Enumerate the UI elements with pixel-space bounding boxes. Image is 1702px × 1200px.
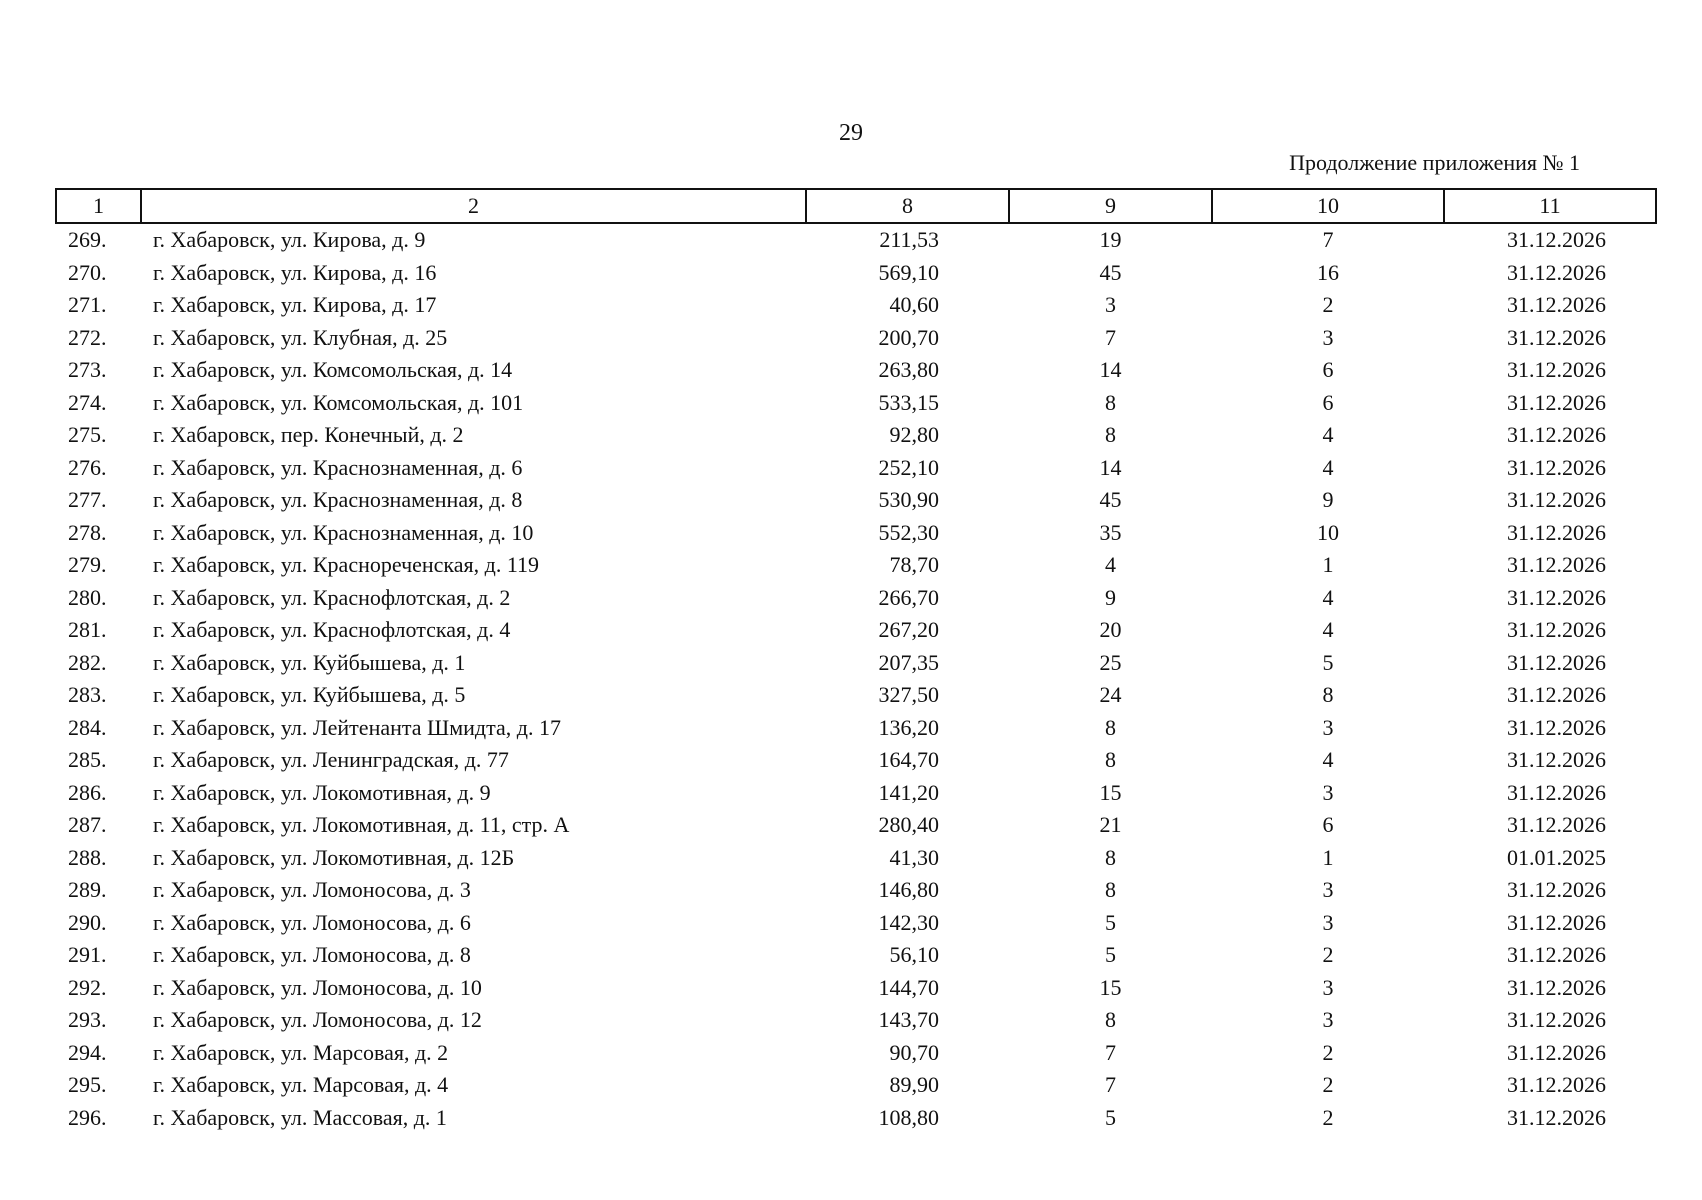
row-number-cell: 292. <box>68 974 107 1000</box>
column-10-cell: 3 <box>1322 1007 1334 1033</box>
address-cell: г. Хабаровск, ул. Локомотивная, д. 12Б <box>153 844 515 870</box>
column-8-cell: 533,15 <box>878 389 939 415</box>
column-11-cell: 31.12.2026 <box>1507 747 1606 773</box>
table-row <box>56 517 1656 550</box>
table-row <box>56 452 1656 485</box>
row-number-cell: 294. <box>68 1039 107 1065</box>
column-9-cell: 15 <box>1099 779 1122 805</box>
column-10-cell: 4 <box>1322 454 1334 480</box>
row-number-cell: 283. <box>68 682 107 708</box>
table-row <box>56 322 1656 355</box>
row-number-cell: 293. <box>68 1007 107 1033</box>
column-11-cell: 31.12.2026 <box>1507 649 1606 675</box>
column-10-cell: 1 <box>1322 844 1334 870</box>
address-cell: г. Хабаровск, ул. Ленинградская, д. 77 <box>153 747 509 773</box>
column-11-cell: 31.12.2026 <box>1507 324 1606 350</box>
address-cell: г. Хабаровск, ул. Краснознаменная, д. 10 <box>153 519 534 545</box>
column-11-cell: 31.12.2026 <box>1507 714 1606 740</box>
column-11-cell: 31.12.2026 <box>1507 292 1606 318</box>
address-cell: г. Хабаровск, ул. Массовая, д. 1 <box>153 1104 447 1130</box>
column-10-cell: 3 <box>1322 714 1334 740</box>
row-number-cell: 273. <box>68 357 107 383</box>
column-10-cell: 4 <box>1322 747 1334 773</box>
table-body <box>56 223 1656 1134</box>
table-row <box>56 679 1656 712</box>
column-8-cell: 136,20 <box>878 714 939 740</box>
column-10-cell: 2 <box>1322 292 1334 318</box>
table-row <box>56 874 1656 907</box>
column-9-cell: 9 <box>1105 584 1116 610</box>
row-number-cell: 277. <box>68 487 107 513</box>
row-number-cell: 281. <box>68 617 107 643</box>
address-cell: г. Хабаровск, ул. Куйбышева, д. 1 <box>153 649 466 675</box>
address-cell: г. Хабаровск, ул. Локомотивная, д. 9 <box>153 779 491 805</box>
column-10-cell: 2 <box>1322 942 1334 968</box>
column-9-cell: 8 <box>1105 844 1116 870</box>
column-header-11: 11 <box>1444 189 1656 223</box>
column-9-cell: 19 <box>1099 227 1122 253</box>
column-9-cell: 7 <box>1105 1072 1116 1098</box>
column-11-cell: 31.12.2026 <box>1507 812 1606 838</box>
column-8-cell: 267,20 <box>878 617 939 643</box>
column-9-cell: 8 <box>1105 389 1116 415</box>
table-row <box>56 809 1656 842</box>
column-8-cell: 327,50 <box>878 682 939 708</box>
column-9-cell: 5 <box>1105 942 1116 968</box>
table-row <box>56 549 1656 582</box>
column-8-cell: 56,10 <box>889 942 939 968</box>
column-10-cell: 3 <box>1322 909 1334 935</box>
column-8-cell: 200,70 <box>878 324 939 350</box>
table-header <box>56 189 1656 223</box>
address-cell: г. Хабаровск, пер. Конечный, д. 2 <box>153 422 464 448</box>
column-header-8: 8 <box>806 189 1009 223</box>
table-row <box>56 289 1656 322</box>
address-cell: г. Хабаровск, ул. Ломоносова, д. 8 <box>153 942 471 968</box>
column-11-cell: 31.12.2026 <box>1507 1039 1606 1065</box>
table-row <box>56 387 1656 420</box>
address-cell: г. Хабаровск, ул. Ломоносова, д. 10 <box>153 974 482 1000</box>
address-cell: г. Хабаровск, ул. Комсомольская, д. 14 <box>153 357 513 383</box>
column-10-cell: 16 <box>1317 259 1339 285</box>
column-8-cell: 263,80 <box>878 357 939 383</box>
column-9-cell: 24 <box>1099 682 1122 708</box>
page-number: 29 <box>839 120 863 146</box>
address-cell: г. Хабаровск, ул. Краснореченская, д. 119 <box>153 552 540 578</box>
column-9-cell: 8 <box>1105 714 1116 740</box>
table-row <box>56 1069 1656 1102</box>
column-9-cell: 7 <box>1105 1039 1116 1065</box>
column-8-cell: 78,70 <box>889 552 939 578</box>
row-number-cell: 271. <box>68 292 107 318</box>
column-8-cell: 142,30 <box>878 909 939 935</box>
address-cell: г. Хабаровск, ул. Кирова, д. 16 <box>153 259 437 285</box>
address-cell: г. Хабаровск, ул. Марсовая, д. 4 <box>153 1072 449 1098</box>
registry-table <box>55 188 1657 1134</box>
column-11-cell: 31.12.2026 <box>1507 909 1606 935</box>
column-10-cell: 3 <box>1322 324 1334 350</box>
column-8-cell: 252,10 <box>878 454 939 480</box>
continuation-label: Продолжение приложения № 1 <box>1289 150 1580 175</box>
column-header-1: 1 <box>56 189 141 223</box>
table-row <box>56 907 1656 940</box>
column-11-cell: 31.12.2026 <box>1507 617 1606 643</box>
column-8-cell: 40,60 <box>889 292 939 318</box>
column-11-cell: 31.12.2026 <box>1507 779 1606 805</box>
column-8-cell: 530,90 <box>878 487 939 513</box>
column-9-cell: 35 <box>1099 519 1122 545</box>
column-9-cell: 8 <box>1105 422 1116 448</box>
column-11-cell: 31.12.2026 <box>1507 1007 1606 1033</box>
column-8-cell: 211,53 <box>879 227 939 253</box>
column-11-cell: 31.12.2026 <box>1507 552 1606 578</box>
column-11-cell: 31.12.2026 <box>1507 1072 1606 1098</box>
table-row <box>56 939 1656 972</box>
address-cell: г. Хабаровск, ул. Краснофлотская, д. 4 <box>153 617 511 643</box>
column-8-cell: 141,20 <box>878 779 939 805</box>
column-10-cell: 5 <box>1322 649 1334 675</box>
column-11-cell: 31.12.2026 <box>1507 487 1606 513</box>
row-number-cell: 280. <box>68 584 107 610</box>
table-row <box>56 484 1656 517</box>
column-10-cell: 4 <box>1322 617 1334 643</box>
row-number-cell: 269. <box>68 227 107 253</box>
row-number-cell: 288. <box>68 844 107 870</box>
column-9-cell: 14 <box>1099 454 1122 480</box>
column-header-2: 2 <box>141 189 806 223</box>
table-row <box>56 1102 1656 1135</box>
column-9-cell: 45 <box>1099 487 1122 513</box>
row-number-cell: 276. <box>68 454 107 480</box>
column-10-cell: 2 <box>1322 1039 1334 1065</box>
column-11-cell: 31.12.2026 <box>1507 519 1606 545</box>
address-cell: г. Хабаровск, ул. Кирова, д. 9 <box>153 227 426 253</box>
address-cell: г. Хабаровск, ул. Краснознаменная, д. 8 <box>153 487 523 513</box>
column-11-cell: 31.12.2026 <box>1507 584 1606 610</box>
column-11-cell: 31.12.2026 <box>1507 942 1606 968</box>
column-9-cell: 5 <box>1105 1104 1116 1130</box>
row-number-cell: 282. <box>68 649 107 675</box>
column-10-cell: 10 <box>1317 519 1339 545</box>
column-9-cell: 8 <box>1105 877 1116 903</box>
column-11-cell: 31.12.2026 <box>1507 357 1606 383</box>
column-10-cell: 8 <box>1322 682 1334 708</box>
column-8-cell: 92,80 <box>889 422 939 448</box>
address-cell: г. Хабаровск, ул. Клубная, д. 25 <box>153 324 448 350</box>
row-number-cell: 274. <box>68 389 107 415</box>
column-9-cell: 25 <box>1099 649 1122 675</box>
row-number-cell: 287. <box>68 812 107 838</box>
row-number-cell: 284. <box>68 714 107 740</box>
table-row <box>56 257 1656 290</box>
column-9-cell: 8 <box>1105 1007 1116 1033</box>
column-10-cell: 6 <box>1322 357 1334 383</box>
table-row <box>56 972 1656 1005</box>
column-header-9: 9 <box>1009 189 1212 223</box>
column-10-cell: 6 <box>1322 812 1334 838</box>
table-row <box>56 842 1656 875</box>
column-10-cell: 3 <box>1322 974 1334 1000</box>
row-number-cell: 279. <box>68 552 107 578</box>
column-10-cell: 1 <box>1322 552 1334 578</box>
column-9-cell: 8 <box>1105 747 1116 773</box>
table-row <box>56 647 1656 680</box>
column-11-cell: 31.12.2026 <box>1507 422 1606 448</box>
column-10-cell: 7 <box>1322 227 1334 253</box>
column-9-cell: 20 <box>1099 617 1122 643</box>
table-row <box>56 354 1656 387</box>
address-cell: г. Хабаровск, ул. Лейтенанта Шмидта, д. 17 <box>153 714 561 740</box>
row-number-cell: 291. <box>68 942 107 968</box>
row-number-cell: 272. <box>68 324 107 350</box>
column-9-cell: 5 <box>1105 909 1116 935</box>
address-cell: г. Хабаровск, ул. Локомотивная, д. 11, стр. А <box>153 812 570 838</box>
row-number-cell: 270. <box>68 259 107 285</box>
row-number-cell: 275. <box>68 422 107 448</box>
column-10-cell: 3 <box>1322 779 1334 805</box>
address-cell: г. Хабаровск, ул. Краснофлотская, д. 2 <box>153 584 511 610</box>
column-11-cell: 31.12.2026 <box>1507 877 1606 903</box>
column-9-cell: 4 <box>1105 552 1116 578</box>
column-8-cell: 266,70 <box>878 584 939 610</box>
address-cell: г. Хабаровск, ул. Краснознаменная, д. 6 <box>153 454 523 480</box>
column-8-cell: 108,80 <box>878 1104 939 1130</box>
table-row <box>56 712 1656 745</box>
address-cell: г. Хабаровск, ул. Марсовая, д. 2 <box>153 1039 449 1065</box>
column-header-10: 10 <box>1212 189 1444 223</box>
column-11-cell: 31.12.2026 <box>1507 682 1606 708</box>
column-9-cell: 14 <box>1099 357 1122 383</box>
table-row <box>56 614 1656 647</box>
row-number-cell: 278. <box>68 519 107 545</box>
column-10-cell: 4 <box>1322 584 1334 610</box>
address-cell: г. Хабаровск, ул. Ломоносова, д. 12 <box>153 1007 482 1033</box>
column-10-cell: 2 <box>1322 1072 1334 1098</box>
column-11-cell: 01.01.2025 <box>1507 844 1606 870</box>
column-10-cell: 6 <box>1322 389 1334 415</box>
column-8-cell: 164,70 <box>878 747 939 773</box>
table-row <box>56 1004 1656 1037</box>
table-row <box>56 1037 1656 1070</box>
column-10-cell: 4 <box>1322 422 1334 448</box>
column-11-cell: 31.12.2026 <box>1507 259 1606 285</box>
row-number-cell: 289. <box>68 877 107 903</box>
row-number-cell: 296. <box>68 1104 107 1130</box>
column-8-cell: 41,30 <box>889 844 939 870</box>
column-10-cell: 2 <box>1322 1104 1334 1130</box>
address-cell: г. Хабаровск, ул. Куйбышева, д. 5 <box>153 682 466 708</box>
table-row <box>56 419 1656 452</box>
column-8-cell: 146,80 <box>878 877 939 903</box>
address-cell: г. Хабаровск, ул. Комсомольская, д. 101 <box>153 389 524 415</box>
column-9-cell: 45 <box>1099 259 1122 285</box>
row-number-cell: 286. <box>68 779 107 805</box>
column-8-cell: 144,70 <box>878 974 939 1000</box>
table-row <box>56 777 1656 810</box>
row-number-cell: 290. <box>68 909 107 935</box>
column-8-cell: 207,35 <box>878 649 939 675</box>
column-11-cell: 31.12.2026 <box>1507 974 1606 1000</box>
table-row <box>56 582 1656 615</box>
column-11-cell: 31.12.2026 <box>1507 227 1606 253</box>
row-number-cell: 295. <box>68 1072 107 1098</box>
address-cell: г. Хабаровск, ул. Кирова, д. 17 <box>153 292 437 318</box>
table-row <box>56 223 1656 257</box>
address-cell: г. Хабаровск, ул. Ломоносова, д. 3 <box>153 877 471 903</box>
column-9-cell: 15 <box>1099 974 1122 1000</box>
row-number-cell: 285. <box>68 747 107 773</box>
column-8-cell: 552,30 <box>878 519 939 545</box>
column-9-cell: 3 <box>1105 292 1116 318</box>
column-8-cell: 280,40 <box>878 812 939 838</box>
header-row <box>56 189 1656 223</box>
column-10-cell: 9 <box>1322 487 1334 513</box>
column-8-cell: 143,70 <box>878 1007 939 1033</box>
column-10-cell: 3 <box>1322 877 1334 903</box>
column-11-cell: 31.12.2026 <box>1507 1104 1606 1130</box>
column-11-cell: 31.12.2026 <box>1507 454 1606 480</box>
column-8-cell: 569,10 <box>878 259 939 285</box>
table-row <box>56 744 1656 777</box>
column-9-cell: 7 <box>1105 324 1116 350</box>
column-8-cell: 90,70 <box>889 1039 939 1065</box>
column-9-cell: 21 <box>1099 812 1122 838</box>
address-cell: г. Хабаровск, ул. Ломоносова, д. 6 <box>153 909 471 935</box>
column-8-cell: 89,90 <box>889 1072 939 1098</box>
column-11-cell: 31.12.2026 <box>1507 389 1606 415</box>
